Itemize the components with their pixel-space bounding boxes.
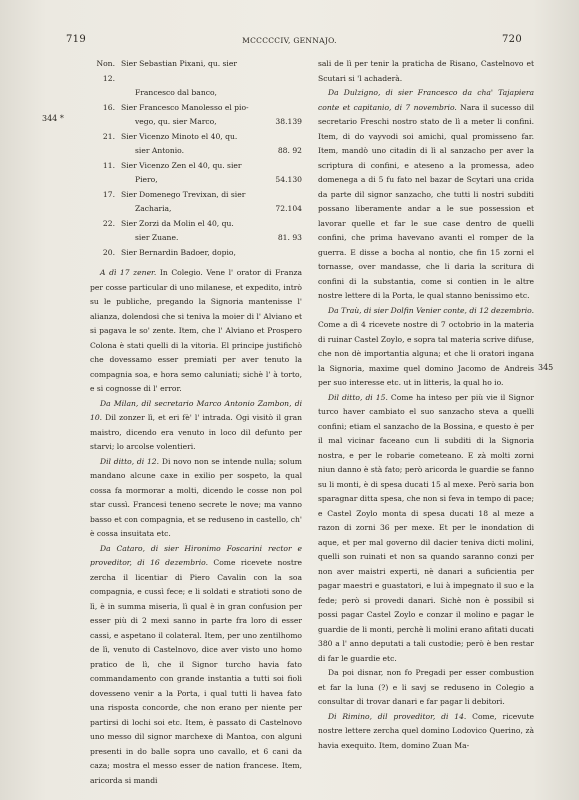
list-item xyxy=(90,173,302,188)
list-day: 11. xyxy=(102,160,115,170)
paragraph: Dil ditto, di 15. Come ha inteso per più vie il Signor turco haver cambiato el suo sanzacho steva a quelli confini; etiam el sanzacho de la Bossina, e questo è per il mal vicinar faceano cun li subditi di la Signoria nostra, e per le robarie cometeano. E zà molti zorni niun danno è stà fato; però aricorda le guardie se fanno su li monti, è di spesa ducati 15 al mexe. Però saria bon sparagnar ditta spesa, che non si feva in tempo di pace; e Castel Zoylo monta di spesa ducati 18 al meze a razon di zorni 36 per mexe. Et per le inondation di aque, et per mal governo dil dacier teniva dicti molini, quelli son ruinati et non sa quando saranno conzi per non aver maistri experti, nè danari a suficientia per pagar maestri e guastatori, e lui à impegnato il suo e la fede; però si provedi danari. Sichè non è possibil si possi pagar Castel Zoylo e conzar il molino e pagar le guardie de li monti, perchè li molini erano afitati ducati 380 a l' anno deputati a tali custodie; però è ben restar di far le guardie etc. xyxy=(318,392,534,663)
paragraph: Da Traù, di sier Dolfin Venier conte, di 12 dezembrio. Come a dì 4 ricevete nostre di 7 octobrio in la materia di ruinar Castel Zoylo, e sopra tal materia scrive difuse, che non dè importantia alguna; et che li oratori ingana la Signoria, maxime quel domino Jacomo de Andreis per suo interesse etc. ut in litteris, la qual ho io. xyxy=(318,305,534,387)
list-day: 21. xyxy=(102,131,115,141)
list-votes: 38.139 xyxy=(275,117,302,126)
list-name: Sier Sebastian Pixani, qu. sier xyxy=(121,59,237,68)
list-item xyxy=(90,101,302,116)
paragraph: A dì 17 zener. In Colegio. Vene l' orator di Franza per cosse particular di uno milanese, et expedito, intrò su le publiche, pregando la Signoria mantenisse l' alianza, dolendosi che si teniva la moier di l' Alviano et si pagava le so' zente. Item, che l' Alviano et Prospero Colona è stati quelli di la vitoria. El principe justifichò che dovessamo esser premiati per aver tenuto la compagnia soa, e hora semo caluniati; sichè l' à torto, e si cognosse di l' error. xyxy=(90,268,302,393)
list-item xyxy=(90,188,302,203)
election-list xyxy=(90,57,302,260)
list-item xyxy=(90,86,302,101)
list-day: 17. xyxy=(102,189,115,199)
list-name: Zacharia, xyxy=(135,204,172,213)
list-votes: 88. 92 xyxy=(277,146,302,155)
paragraph: Da Cataro, di sier Hironimo Foscarini rector e proveditor, di 16 dezembrio. Come ricevete nostre zercha il licentiar di Piero Cavalin con la soa compagnia, e cussì fece; e li soldati e stratioti sono de lì, è in summa miseria, lì qual è in gran confusion per esser più di 2 mexi sanno in parte fra loro di esser cassi, e aspetano il colateral. Item, per uno zentilhomo de lì, venuto di Castelnovo, dice aver visto uno homo pratico de lì, che il Signor turcho havia fato commandamento con grande instantia a tutti soi fioli dovesseno venir a la Porta, i qual tutti li havea fato una risposta concorde, che non erano per niente per partirsi di lochi soi etc. Item, è passato di Castelnovo uno messo dil signor marchexe di Mantoa, con alguni presenti in do balle sopra uno cavallo, et 6 cani da caza; mostra el messo esser de nation francese. Item, aricorda si mandi xyxy=(90,543,302,785)
paragraph: Da poi disnar, non fo Pregadi per esser combustion et far la luna (?) e li savj se reduseno in Colegio a consultar di trovar danari e far pagar li debitori. xyxy=(318,668,534,706)
list-item xyxy=(90,57,302,86)
list-name: sier Antonio. xyxy=(135,146,185,155)
list-item xyxy=(90,246,302,261)
list-name: Sier Vicenzo Zen el 40, qu. sier xyxy=(121,160,242,170)
paragraph: Da Milan, dil secretario Marco Antonio Zambon, di 10. Dil zonzer lì, et eri fè' l' intrada. Ogi visitò il gran maistro, dicendo era venuto in loco dil defunto per starvi; lo arcolse volentieri. xyxy=(90,398,302,451)
list-item xyxy=(90,115,302,130)
margin-note-right: 345 xyxy=(538,363,554,372)
list-votes: 72.104 xyxy=(275,204,302,213)
list-item xyxy=(90,231,302,246)
list-name: Sier Domenego Trevixan, di sier xyxy=(121,189,246,199)
list-day: 16. xyxy=(102,102,115,112)
right-page-number: 720 xyxy=(502,34,522,45)
margin-note-left: 344 * xyxy=(42,114,64,123)
list-name: Sier Zorzi da Molin el 40, qu. xyxy=(121,218,234,228)
list-item xyxy=(90,159,302,174)
paragraph: Da Dulzigno, di sier Francesco da cha' Tajapiera conte et capitanio, di 7 novembrio. Nara il sucesso dil secretario Freschi nostro stato de lì a meter li confini. Item, di do vayvodi soi amichi, qual promisseno far. Item, mandò uno citadin di lì al sanzacho per aver la scriptura di confini, e ateseno a la promessa, adeo domenega a di 5 fu fato nel bazar de Scytari una crida da parte dil signor sanzacho, che tutti li nostri subditi possano liberamente andar a le sue possession et lavorar quelle et far le sue case dentro de quelli confini, che prima havevano avanti el romper de la guerra. E disse a bocha al nontio, che fin 15 zorni el tornasse, over mandasse, che li daria la scritura di confini di la substantia, come si contien in le altre nostre lettere di la Porta, le qual stanno benissimo etc. xyxy=(318,88,535,300)
paragraph: Di Rimino, dil proveditor, di 14. Come, ricevute nostre lettere zercha quel domino Lodovico Querino, zà havia exequito. Item, domino Zuan Ma- xyxy=(318,711,534,750)
list-name: sier Zuane. xyxy=(135,233,179,242)
paragraph: Dil ditto, di 12. Di novo non se intende nulla; solum mandano alcune caxe in exilio per sospeto, la qual cossa fa mormorar a molti, dicendo le cosse non pol star cussì. Francesi teneno secrete le nove; ma vanno basso et con compagnia, et se reduseno in castello, ch' è cossa insuitata etc. xyxy=(90,456,302,538)
list-votes: 81. 93 xyxy=(277,233,302,242)
right-column xyxy=(318,57,534,753)
left-page-number: 719 xyxy=(66,34,86,45)
list-item xyxy=(90,217,302,232)
list-name: Sier Francesco Manolesso el pio- xyxy=(121,102,249,112)
list-item xyxy=(90,130,302,145)
list-item xyxy=(90,144,302,159)
list-item xyxy=(90,202,302,217)
left-column xyxy=(90,57,302,788)
list-name: Sier Vicenzo Minoto el 40, qu. xyxy=(121,131,238,141)
list-votes: 54.130 xyxy=(275,175,302,184)
list-day: Non. 12. xyxy=(96,59,115,83)
list-name: Piero, xyxy=(135,175,158,184)
running-header: MCCCCCIV, GENNAJO. xyxy=(242,36,337,45)
list-name: Sier Bernardin Badoer, dopio, xyxy=(121,247,236,257)
list-day: 22. xyxy=(102,218,115,228)
list-day: 20. xyxy=(102,247,115,257)
paragraph: sali de lì per tenir la praticha de Risano, Castelnovo et Scutari si 'l achaderà. xyxy=(318,59,534,83)
list-name: Francesco dal banco, xyxy=(135,88,217,97)
list-name: vego, qu. sier Marco, xyxy=(135,117,217,126)
